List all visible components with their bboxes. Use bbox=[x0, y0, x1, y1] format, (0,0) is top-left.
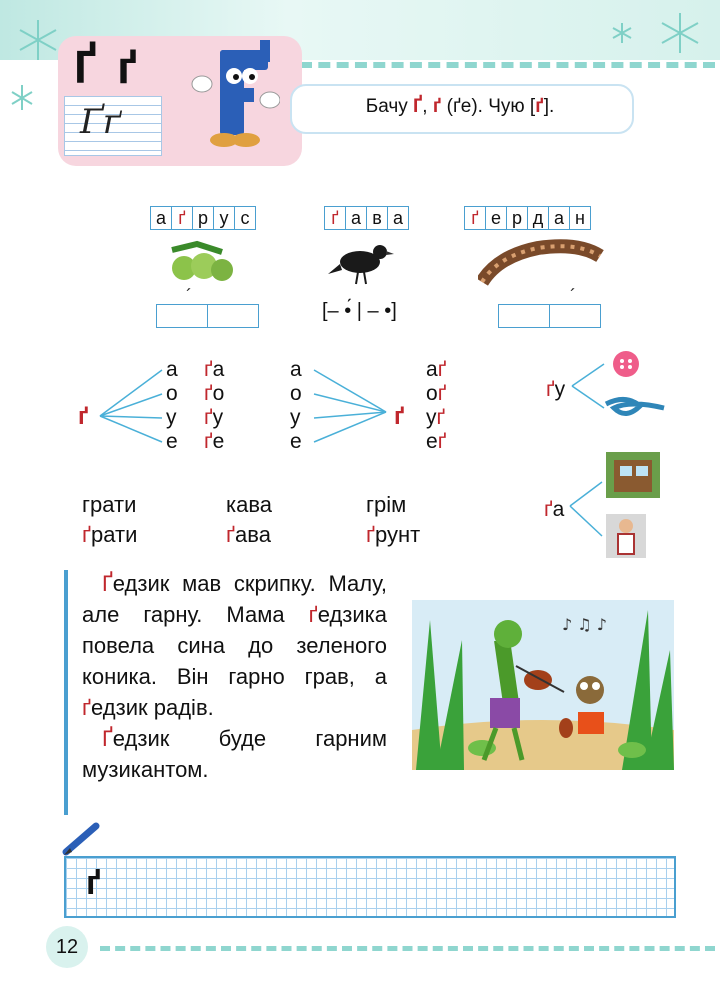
syllable-target-letter: ґ bbox=[394, 403, 405, 430]
syllable-schema bbox=[498, 304, 601, 328]
syllable: ґа bbox=[204, 358, 225, 381]
word-list-3 bbox=[366, 490, 420, 550]
gooseberry-icon bbox=[162, 236, 244, 286]
vowel-column-2 bbox=[290, 358, 302, 454]
schema-cell bbox=[498, 304, 550, 328]
backward-syllables bbox=[426, 358, 446, 454]
word: ґава bbox=[226, 522, 271, 547]
letter-cell: а bbox=[548, 206, 569, 230]
big-letters: Ґ ґ bbox=[74, 41, 142, 93]
syllable: оґ bbox=[426, 382, 447, 405]
syllable-ga: ґа bbox=[544, 498, 565, 521]
stress-mark: ´ bbox=[570, 286, 576, 306]
crow-icon bbox=[326, 234, 396, 290]
letter-cell: ґ bbox=[464, 206, 485, 230]
footer-divider bbox=[100, 946, 715, 951]
letter-cell: р bbox=[506, 206, 527, 230]
gu-arrows bbox=[570, 346, 670, 426]
vowel: о bbox=[290, 382, 302, 405]
vowel: у bbox=[290, 406, 301, 429]
forward-syllables bbox=[204, 358, 224, 454]
vowel: у bbox=[166, 406, 177, 429]
schema-cell bbox=[550, 304, 601, 328]
vowel: е bbox=[166, 430, 178, 453]
schema-cell bbox=[156, 304, 208, 328]
word-cells-agrus bbox=[150, 206, 256, 230]
word: грати bbox=[82, 492, 137, 517]
snowflake-icon bbox=[600, 8, 710, 58]
letter-mascot-icon bbox=[190, 40, 280, 152]
header-divider bbox=[300, 62, 715, 68]
vowel: а bbox=[290, 358, 302, 381]
letter-cell: а bbox=[345, 206, 366, 230]
grid-sample-letter: ґ bbox=[86, 864, 102, 902]
ga-arrows bbox=[568, 450, 668, 560]
story-paragraph: Ґедзик буде гарним музикантом. bbox=[82, 726, 387, 782]
syllable-schema bbox=[156, 304, 259, 328]
syllable-gu: ґу bbox=[546, 378, 566, 401]
phrase: Бачу Ґ, ґ (ґе). Чую [ґ]. bbox=[365, 96, 555, 117]
sound-schema: [– •́ | – •] bbox=[322, 300, 397, 322]
syllable: ґо bbox=[204, 382, 225, 405]
word-cells-gava bbox=[324, 206, 409, 230]
letter-cell: а bbox=[150, 206, 171, 230]
syllable-arrows bbox=[96, 360, 406, 460]
letter-cell: с bbox=[234, 206, 256, 230]
word: грім bbox=[366, 492, 407, 517]
letter-cell: а bbox=[387, 206, 409, 230]
syllable: уґ bbox=[426, 406, 446, 429]
word: ґрунт bbox=[366, 522, 421, 547]
schema-cell bbox=[208, 304, 259, 328]
word-cells-gerdan bbox=[464, 206, 591, 230]
writing-grid[interactable] bbox=[64, 856, 676, 918]
vowel: а bbox=[166, 358, 178, 381]
grasshopper-illustration-icon bbox=[412, 600, 674, 770]
story-paragraph: Ґедзик мав скрипку. Малу, але гарну. Мама ґедзика повела сина до зеленого коника. Він гарно грав, а ґедзик радів. bbox=[82, 571, 387, 720]
letter-cell: е bbox=[485, 206, 506, 230]
letter-cell: ґ bbox=[171, 206, 192, 230]
page-number: 12 bbox=[46, 926, 88, 968]
word-list-2 bbox=[226, 490, 272, 550]
pen-icon bbox=[62, 822, 102, 856]
word: кава bbox=[226, 492, 273, 517]
syllable: ґе bbox=[204, 430, 225, 453]
syllable: ґу bbox=[204, 406, 224, 429]
letter-cell: ґ bbox=[324, 206, 345, 230]
vowel: е bbox=[290, 430, 302, 453]
word: ґрати bbox=[82, 522, 138, 547]
story-bar bbox=[64, 570, 68, 815]
vowel: о bbox=[166, 382, 178, 405]
syllable-source-letter: ґ bbox=[78, 403, 89, 430]
svg-text:♪ ♫ ♪: ♪ ♫ ♪ bbox=[562, 615, 607, 634]
syllable: аґ bbox=[426, 358, 447, 381]
syllable: еґ bbox=[426, 430, 447, 453]
stress-mark: ´ bbox=[186, 286, 192, 306]
letter-cell: н bbox=[569, 206, 591, 230]
letter-cell: д bbox=[527, 206, 548, 230]
cursive-letters: Ґґ bbox=[80, 102, 121, 142]
vowel-column bbox=[166, 358, 178, 454]
letter-cell: у bbox=[213, 206, 234, 230]
word-list-1 bbox=[82, 490, 137, 550]
letter-cell: р bbox=[192, 206, 213, 230]
gerdan-necklace-icon bbox=[478, 236, 606, 290]
letter-cell: в bbox=[366, 206, 387, 230]
button-icon bbox=[613, 351, 639, 377]
story-text bbox=[82, 568, 387, 785]
